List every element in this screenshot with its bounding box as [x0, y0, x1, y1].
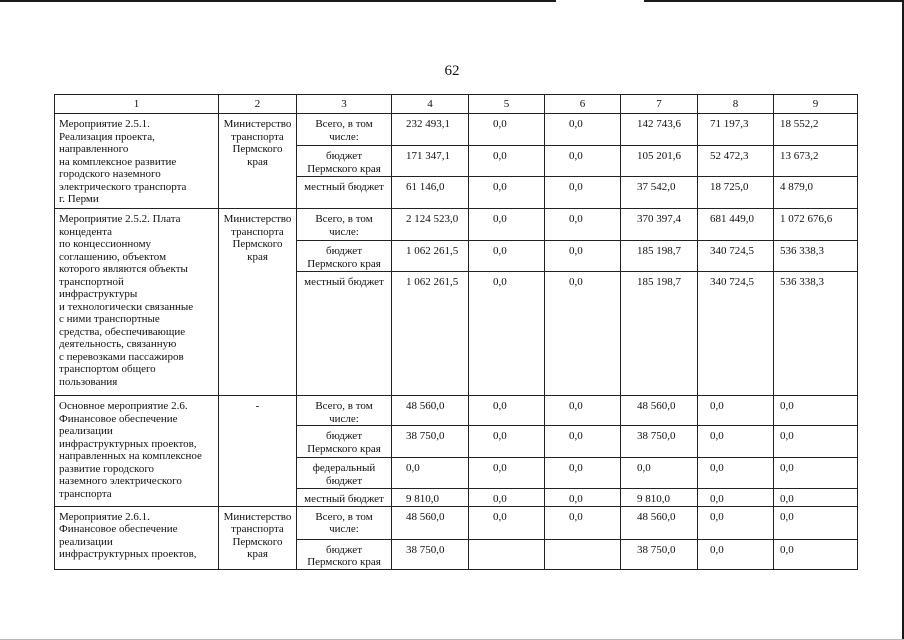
amount-value: 1 062 261,5 [406, 276, 459, 288]
amount-cell-col-8 [698, 506, 774, 539]
amount-cell-col-9 [774, 241, 858, 272]
amount-cell-col-7 [621, 506, 698, 539]
amount-cell-col-4 [392, 506, 469, 539]
amount-value: 0,0 [569, 150, 583, 162]
amount-value: 0,0 [493, 462, 507, 474]
col-number-9: 9 [774, 95, 858, 114]
amount-value: 0,0 [493, 276, 507, 288]
scan-edge-gap [556, 0, 644, 2]
amount-value: 0,0 [569, 510, 583, 523]
amount-value: 232 493,1 [406, 118, 450, 130]
amount-cell-col-9 [774, 396, 858, 426]
amount-value: 0,0 [493, 181, 507, 193]
executor-name: Министерство транспорта Пермского края [223, 213, 292, 263]
amount-value: 0,0 [569, 245, 583, 257]
amount-value: 4 879,0 [780, 181, 813, 193]
amount-cell-col-9 [774, 539, 858, 569]
funding-source-cell [297, 539, 392, 569]
amount-value: 0,0 [493, 150, 507, 162]
col-number-3: 3 [297, 95, 392, 114]
funding-source-cell [297, 209, 392, 241]
amount-cell-col-4 [392, 114, 469, 146]
col-number-4: 4 [392, 95, 469, 114]
funding-source-cell [297, 396, 392, 426]
table-row [55, 209, 858, 241]
amount-value: 0,0 [780, 462, 794, 474]
event-name-cell [55, 396, 219, 507]
amount-value: 48 560,0 [637, 510, 676, 523]
executor-name: Министерство транспорта Пермского края [223, 510, 292, 560]
amount-cell-col-6 [545, 426, 621, 458]
amount-value: 9 810,0 [637, 493, 670, 505]
amount-cell-col-5 [469, 506, 545, 539]
funding-source: бюджет Пермского края [307, 150, 381, 175]
amount-cell-col-9 [774, 272, 858, 396]
amount-cell-col-6 [545, 146, 621, 177]
funding-source: Всего, в том числе: [315, 400, 373, 425]
table-row [55, 114, 858, 146]
event-name-cell [55, 506, 219, 569]
executor-cell [219, 114, 297, 209]
amount-value: 681 449,0 [710, 213, 754, 225]
amount-cell-col-7 [621, 209, 698, 241]
page-number: 62 [444, 63, 460, 79]
amount-cell-col-8 [698, 272, 774, 396]
amount-value: 2 124 523,0 [406, 213, 459, 225]
amount-value: 0,0 [710, 430, 724, 442]
amount-cell-col-9 [774, 506, 858, 539]
amount-value: 0,0 [710, 493, 724, 505]
amount-cell-col-5 [469, 396, 545, 426]
amount-cell-col-4 [392, 458, 469, 489]
amount-value: 71 197,3 [710, 118, 749, 130]
amount-cell-col-8 [698, 539, 774, 569]
amount-cell-col-9 [774, 426, 858, 458]
amount-cell-col-4 [392, 209, 469, 241]
amount-value: 0,0 [493, 400, 507, 412]
funding-source: федеральный бюджет [312, 462, 376, 487]
amount-cell-col-8 [698, 209, 774, 241]
amount-value: 0,0 [710, 462, 724, 474]
amount-value: 1 062 261,5 [406, 245, 459, 257]
col-number-7: 7 [621, 95, 698, 114]
event-name-cell [55, 209, 219, 396]
amount-cell-col-5 [469, 272, 545, 396]
amount-cell-col-4 [392, 177, 469, 209]
amount-cell-col-5 [469, 177, 545, 209]
amount-value: 52 472,3 [710, 150, 749, 162]
amount-cell-col-7 [621, 272, 698, 396]
amount-cell-col-9 [774, 209, 858, 241]
table-body [55, 95, 858, 570]
amount-value: 185 198,7 [637, 245, 681, 257]
amount-cell-col-9 [774, 458, 858, 489]
funding-source-cell [297, 489, 392, 507]
amount-cell-col-7 [621, 458, 698, 489]
funding-source: бюджет Пермского края [307, 245, 381, 270]
funding-source: Всего, в том числе: [315, 118, 373, 143]
amount-cell-col-7 [621, 489, 698, 507]
funding-source: бюджет Пермского края [307, 543, 381, 568]
amount-value: 105 201,6 [637, 150, 681, 162]
executor-cell [219, 209, 297, 396]
amount-cell-col-5 [469, 539, 545, 569]
amount-value: 0,0 [780, 510, 794, 523]
amount-value: 61 146,0 [406, 181, 445, 193]
amount-cell-col-8 [698, 114, 774, 146]
amount-value: 340 724,5 [710, 245, 754, 257]
amount-value: 0,0 [569, 430, 583, 442]
amount-value: 38 750,0 [406, 543, 445, 556]
funding-source-cell [297, 146, 392, 177]
amount-cell-col-8 [698, 396, 774, 426]
executor-name: - [255, 400, 260, 412]
amount-cell-col-7 [621, 396, 698, 426]
amount-value: 48 560,0 [637, 400, 676, 412]
funding-source: местный бюджет [304, 181, 384, 193]
amount-value: 9 810,0 [406, 493, 439, 505]
funding-source-cell [297, 272, 392, 396]
amount-cell-col-5 [469, 489, 545, 507]
amount-cell-col-4 [392, 396, 469, 426]
amount-value: 0,0 [569, 400, 583, 412]
amount-value: 0,0 [637, 462, 651, 474]
amount-cell-col-7 [621, 146, 698, 177]
budget-table [54, 94, 858, 570]
event-name-cell [55, 114, 219, 209]
event-name: Мероприятие 2.6.1. Финансовое обеспечение реализации инфраструктурных проектов, [59, 510, 197, 560]
amount-cell-col-4 [392, 426, 469, 458]
amount-value: 340 724,5 [710, 276, 754, 288]
amount-value: 0,0 [780, 493, 794, 505]
amount-cell-col-6 [545, 241, 621, 272]
amount-value: 38 750,0 [637, 430, 676, 442]
amount-value: 38 750,0 [406, 430, 445, 442]
col-number-8: 8 [698, 95, 774, 114]
table-row [55, 396, 858, 426]
amount-cell-col-5 [469, 146, 545, 177]
amount-value: 0,0 [493, 118, 507, 130]
funding-source: бюджет Пермского края [307, 430, 381, 455]
amount-cell-col-8 [698, 458, 774, 489]
amount-cell-col-5 [469, 426, 545, 458]
amount-cell-col-5 [469, 209, 545, 241]
funding-source-cell [297, 241, 392, 272]
amount-value: 37 542,0 [637, 181, 676, 193]
funding-source: местный бюджет [304, 276, 384, 288]
amount-value: 48 560,0 [406, 400, 445, 412]
amount-cell-col-9 [774, 177, 858, 209]
amount-cell-col-7 [621, 177, 698, 209]
funding-source: местный бюджет [304, 493, 384, 505]
amount-value: 536 338,3 [780, 245, 824, 257]
amount-value: 0,0 [780, 430, 794, 442]
amount-cell-col-6 [545, 209, 621, 241]
amount-cell-col-4 [392, 272, 469, 396]
event-name: Основное мероприятие 2.6. Финансовое обеспечение реализации инфраструктурных проектов, направленных на комплексное развитие городского наземного электрического транспорта [59, 400, 202, 500]
executor-cell [219, 396, 297, 507]
amount-cell-col-6 [545, 177, 621, 209]
amount-value: 0,0 [569, 213, 583, 225]
amount-cell-col-8 [698, 241, 774, 272]
amount-cell-col-4 [392, 241, 469, 272]
amount-value: 1 072 676,6 [780, 213, 833, 225]
amount-value: 0,0 [569, 276, 583, 288]
amount-value: 185 198,7 [637, 276, 681, 288]
amount-value: 0,0 [493, 510, 507, 523]
amount-cell-col-7 [621, 241, 698, 272]
funding-source-cell [297, 426, 392, 458]
amount-value: 18 552,2 [780, 118, 819, 130]
amount-value: 0,0 [710, 510, 724, 523]
amount-value: 13 673,2 [780, 150, 819, 162]
scan-edge-top [0, 0, 904, 2]
col-number-5: 5 [469, 95, 545, 114]
amount-value: 0,0 [710, 543, 724, 556]
funding-source: Всего, в том числе: [315, 213, 373, 238]
amount-cell-col-6 [545, 506, 621, 539]
amount-value: 0,0 [569, 118, 583, 130]
amount-cell-col-9 [774, 146, 858, 177]
funding-source-cell [297, 114, 392, 146]
amount-value: 171 347,1 [406, 150, 450, 162]
amount-cell-col-5 [469, 241, 545, 272]
amount-value: 536 338,3 [780, 276, 824, 288]
table-row [55, 506, 858, 539]
executor-cell [219, 506, 297, 569]
amount-cell-col-9 [774, 489, 858, 507]
amount-value: 0,0 [406, 462, 420, 474]
amount-value: 0,0 [569, 493, 583, 505]
amount-value: 0,0 [780, 543, 794, 556]
amount-cell-col-8 [698, 177, 774, 209]
amount-cell-col-6 [545, 539, 621, 569]
col-number-2: 2 [219, 95, 297, 114]
funding-source-cell [297, 458, 392, 489]
amount-value: 370 397,4 [637, 213, 681, 225]
col-number-6: 6 [545, 95, 621, 114]
amount-cell-col-4 [392, 146, 469, 177]
amount-cell-col-9 [774, 114, 858, 146]
amount-cell-col-7 [621, 539, 698, 569]
amount-value: 142 743,6 [637, 118, 681, 130]
amount-value: 0,0 [710, 400, 724, 412]
executor-name: Министерство транспорта Пермского края [223, 118, 292, 168]
amount-value: 48 560,0 [406, 510, 445, 523]
amount-cell-col-8 [698, 146, 774, 177]
col-number-1: 1 [55, 95, 219, 114]
funding-source: Всего, в том числе: [315, 510, 373, 535]
amount-cell-col-8 [698, 426, 774, 458]
amount-cell-col-6 [545, 396, 621, 426]
amount-cell-col-5 [469, 114, 545, 146]
amount-cell-col-4 [392, 489, 469, 507]
amount-cell-col-7 [621, 426, 698, 458]
event-name: Мероприятие 2.5.1. Реализация проекта, направленного на комплексное развитие городского наземного электрического транспорта г. Перми [59, 118, 187, 205]
funding-source-cell [297, 177, 392, 209]
amount-value: 0,0 [493, 213, 507, 225]
amount-cell-col-8 [698, 489, 774, 507]
amount-cell-col-4 [392, 539, 469, 569]
amount-cell-col-5 [469, 458, 545, 489]
amount-cell-col-6 [545, 114, 621, 146]
amount-value: 0,0 [493, 430, 507, 442]
amount-value: 0,0 [780, 400, 794, 412]
amount-cell-col-6 [545, 489, 621, 507]
amount-cell-col-7 [621, 114, 698, 146]
header-row [55, 95, 858, 114]
amount-value: 0,0 [493, 245, 507, 257]
event-name: Мероприятие 2.5.2. Плата концедента по концессионному соглашению, объектом которого являются объекты транспортной инфраструктуры и технологически связанные с ними транспортные средства, обеспечивающие деятельность, связанную с перевозками пассажиров транспортом общего пользования [59, 213, 194, 388]
amount-cell-col-6 [545, 458, 621, 489]
amount-value: 0,0 [493, 493, 507, 505]
amount-value: 38 750,0 [637, 543, 676, 556]
funding-source-cell [297, 506, 392, 539]
amount-value: 0,0 [569, 181, 583, 193]
amount-value: 0,0 [569, 462, 583, 474]
amount-value: 18 725,0 [710, 181, 749, 193]
amount-cell-col-6 [545, 272, 621, 396]
